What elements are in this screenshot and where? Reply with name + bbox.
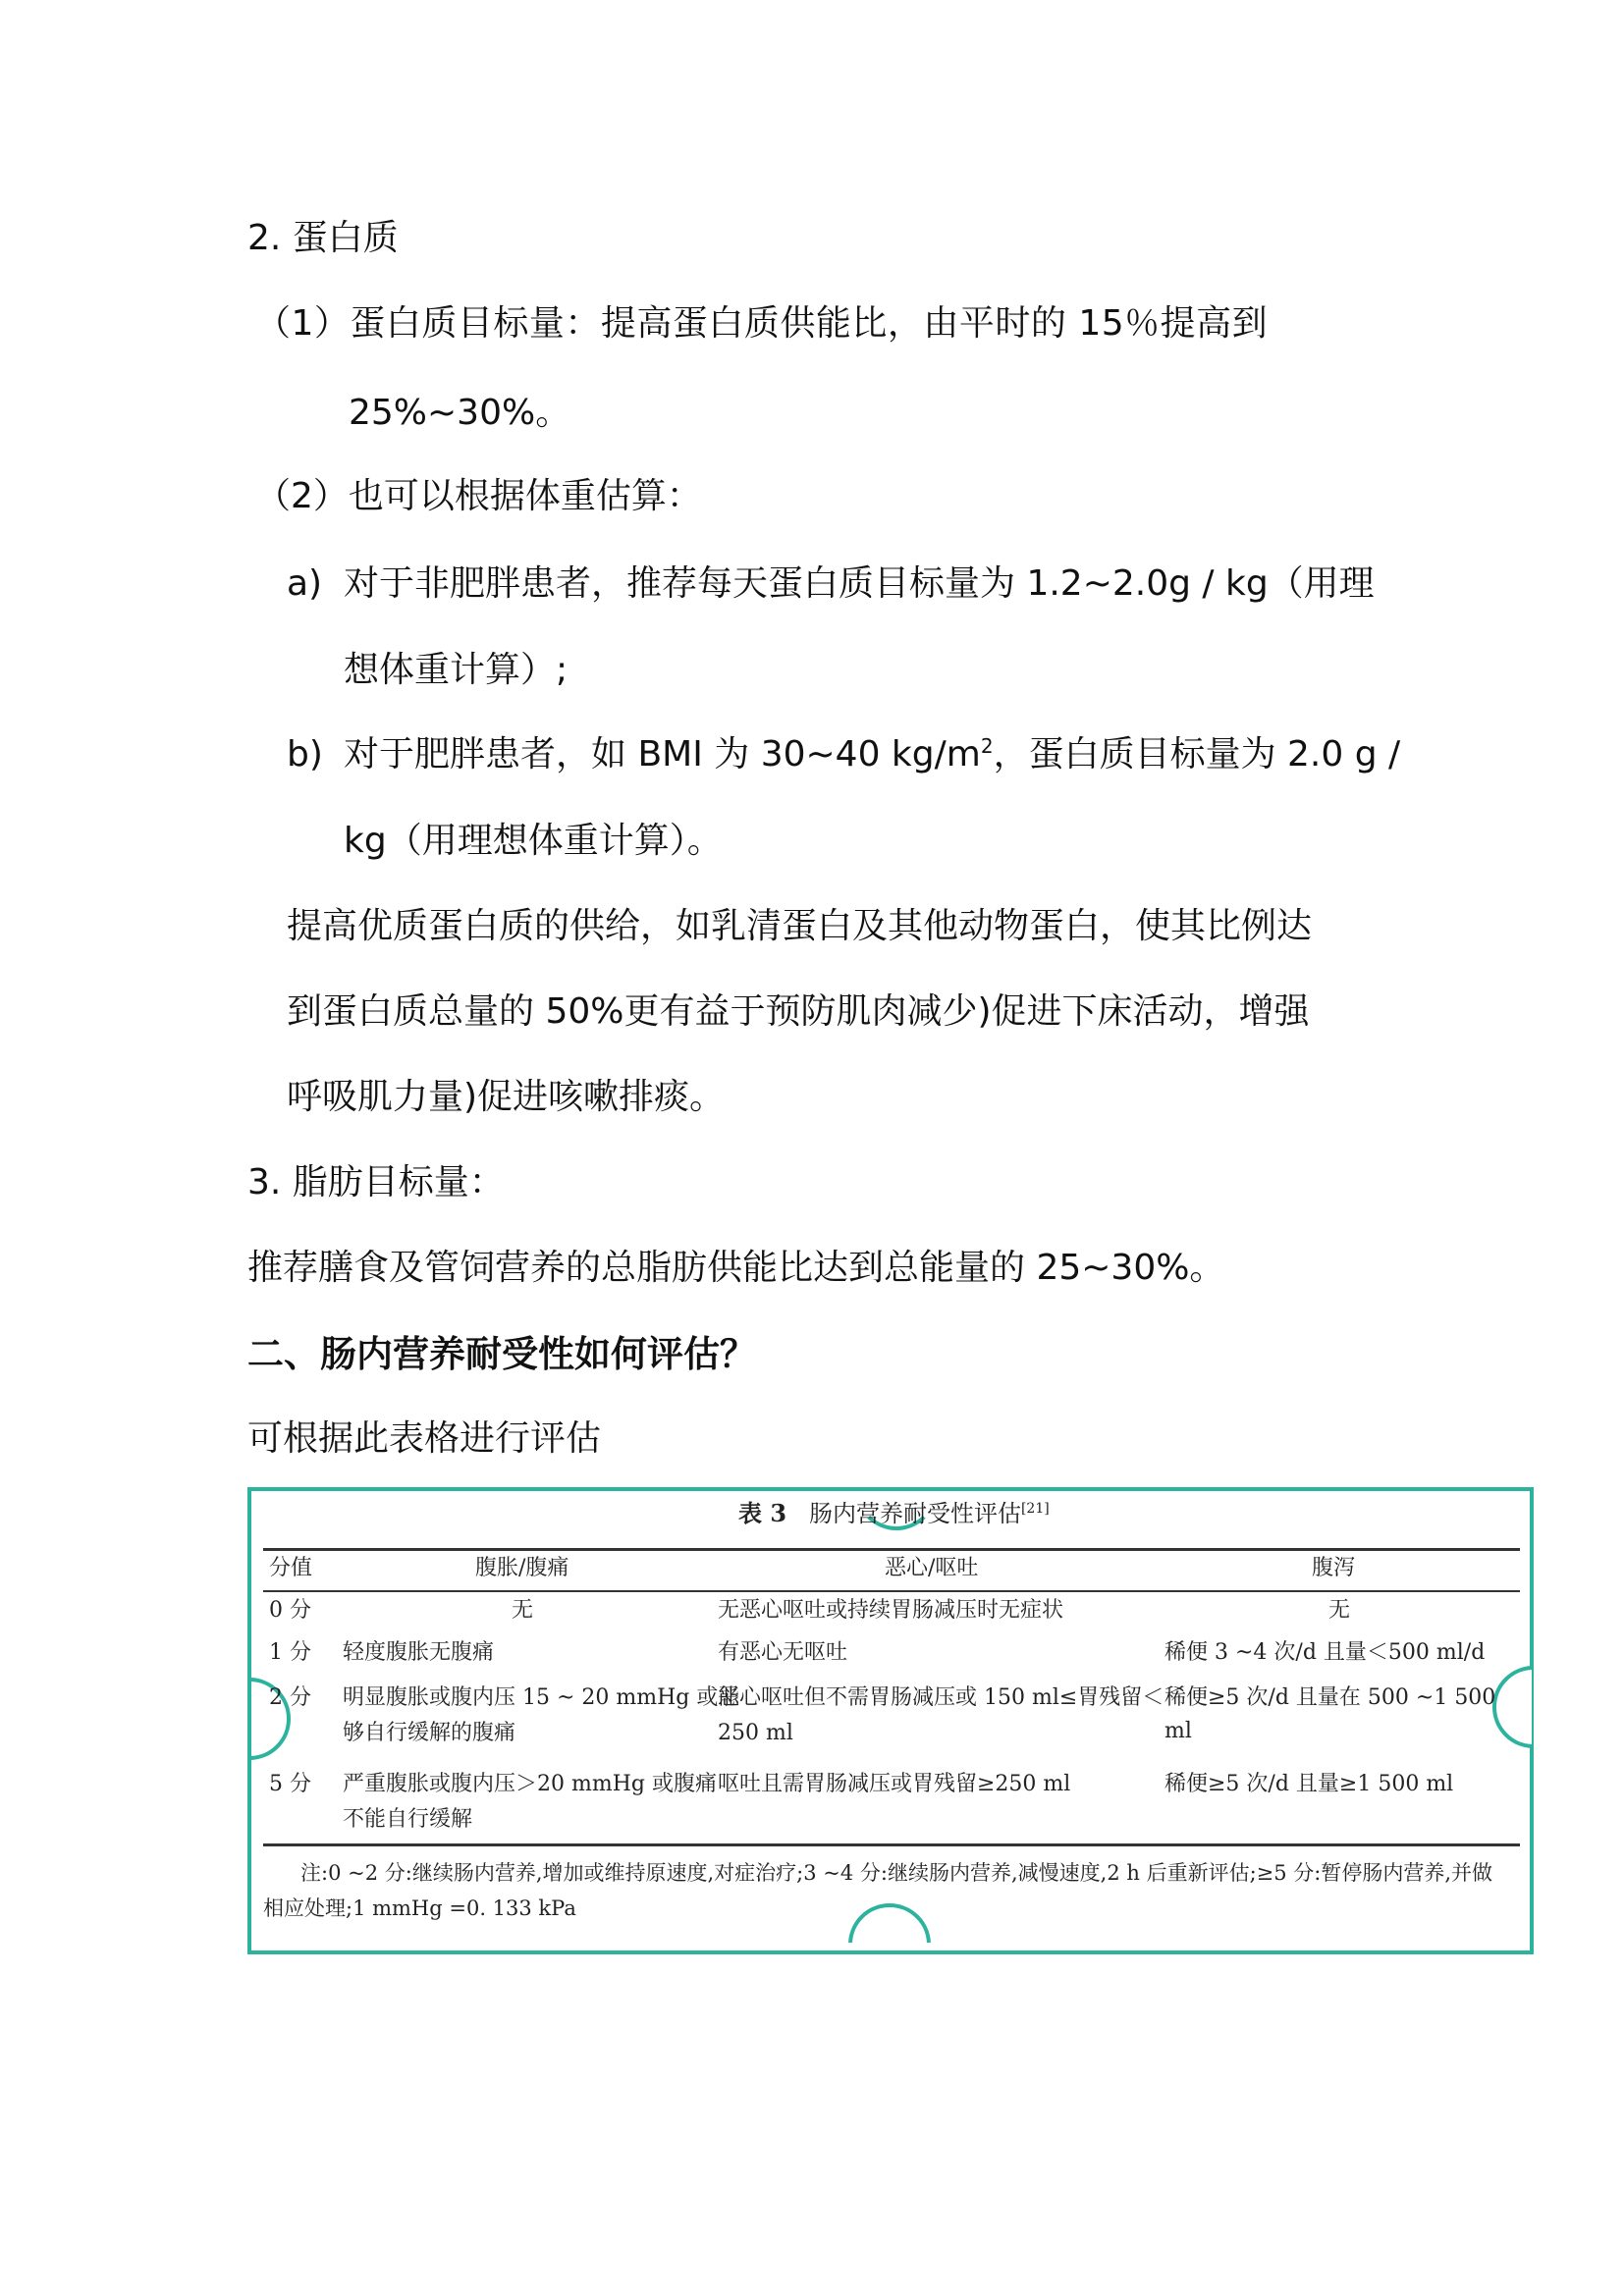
bottom-notch	[848, 1903, 931, 1986]
sub-item-a-line-2: 想体重计算）;	[344, 650, 568, 690]
section-2-title: 2. 蛋白质	[247, 218, 399, 258]
table-caption-label: 表 3	[738, 1499, 787, 1527]
sub-item-b-superscript: 2	[980, 734, 994, 758]
item-1	[255, 302, 1268, 346]
header-nausea: 恶心/呕吐	[885, 1556, 979, 1580]
row-0-nausea: 无恶心呕吐或持续胃肠减压时无症状	[718, 1598, 1064, 1623]
sub-item-b-line-2: kg（用理想体重计算）。	[344, 821, 723, 861]
paragraph-line-1: 提高优质蛋白质的供给，如乳清蛋白及其他动物蛋白，使其比例达	[287, 906, 1313, 946]
row-3-bloating-line-2: 不能自行缓解	[343, 1807, 473, 1832]
row-0-diarrhea: 无	[1328, 1598, 1351, 1623]
row-1-diarrhea: 稀便 3 ~4 次/d 且量＜500 ml/d	[1164, 1640, 1486, 1665]
sub-item-a-line-1: 对于非肥胖患者，推荐每天蛋白质目标量为 1.2~2.0g / kg（用理	[344, 563, 1375, 604]
row-1-nausea: 有恶心无呕吐	[718, 1640, 848, 1665]
table-top-rule	[263, 1548, 1520, 1551]
row-0-score: 0 分	[269, 1598, 311, 1623]
table-intro: 可根据此表格进行评估	[247, 1418, 602, 1459]
sub-item-a	[287, 562, 1375, 606]
section-heading: 二、肠内营养耐受性如何评估？	[247, 1333, 756, 1375]
table-header-rule	[263, 1590, 1520, 1592]
row-3-diarrhea: 稀便≥5 次/d 且量≥1 500 ml	[1164, 1772, 1454, 1796]
row-1-bloating: 轻度腹胀无腹痛	[343, 1640, 495, 1665]
item-1-marker: （1）	[255, 303, 351, 344]
row-3-score: 5 分	[269, 1772, 311, 1796]
table-figure	[247, 1487, 1534, 1954]
header-diarrhea: 腹泻	[1312, 1556, 1356, 1580]
paragraph-line-2: 到蛋白质总量的 50%更有益于预防肌肉减少)促进下床活动，增强	[287, 991, 1310, 1032]
table-caption	[738, 1497, 1050, 1530]
sub-item-b-line-1-post: ，蛋白质目标量为 2.0 g /	[993, 734, 1401, 774]
row-3-nausea: 呕吐且需胃肠减压或胃残留≥250 ml	[718, 1772, 1071, 1796]
table-note-line-2: 相应处理;1 mmHg =0. 133 kPa	[263, 1896, 576, 1920]
row-3-bloating-line-1: 严重腹胀或腹内压＞20 mmHg 或腹痛	[343, 1772, 717, 1796]
row-2-nausea-line-2: 250 ml	[718, 1721, 793, 1745]
row-2-nausea-line-1: 恶心呕吐但不需胃肠减压或 150 ml≤胃残留＜	[718, 1685, 1164, 1710]
header-score: 分值	[269, 1556, 313, 1580]
sub-item-b-marker: b)	[287, 734, 323, 774]
row-0-bloating: 无	[512, 1598, 534, 1623]
row-2-bloating-line-2: 够自行缓解的腹痛	[343, 1721, 516, 1745]
table-caption-text: 肠内营养耐受性评估	[808, 1500, 1021, 1527]
table-caption-ref: [21]	[1020, 1501, 1050, 1517]
item-2-marker: （2）	[255, 476, 349, 516]
sub-item-b-line-1-pre: 对于肥胖患者，如 BMI 为 30~40 kg/m	[344, 734, 981, 774]
item-1-line-1: 蛋白质目标量：提高蛋白质供能比，由平时的 15％提高到	[350, 303, 1269, 344]
row-1-score: 1 分	[269, 1640, 311, 1665]
item-2-text: 也可以根据体重估算：	[348, 476, 702, 516]
header-bloating: 腹胀/腹痛	[475, 1556, 569, 1580]
item-2	[255, 475, 702, 518]
section-3-text: 推荐膳食及管饲营养的总脂肪供能比达到总能量的 25~30%。	[247, 1248, 1225, 1288]
sub-item-a-marker: a)	[287, 563, 323, 604]
sub-item-b	[287, 733, 1400, 776]
row-2-bloating-line-1: 明显腹胀或腹内压 15 ~ 20 mmHg 或能	[343, 1685, 740, 1710]
row-2-diarrhea: 稀便≥5 次/d 且量在 500 ~1 500 ml	[1164, 1685, 1496, 1743]
row-2-score: 2 分	[269, 1685, 311, 1710]
paragraph-line-3: 呼吸肌力量)促进咳嗽排痰。	[287, 1077, 726, 1117]
item-1-line-2: 25%~30%。	[349, 393, 571, 433]
table-bottom-rule	[263, 1843, 1520, 1846]
section-3-title: 3. 脂肪目标量：	[247, 1162, 505, 1202]
table-note-line-1: 注:0 ~2 分:继续肠内营养,增加或维持原速度,对症治疗;3 ~4 分:继续肠内营养,减慢速度,2 h 后重新评估;≥5 分:暂停肠内营养,并做	[300, 1861, 1493, 1885]
